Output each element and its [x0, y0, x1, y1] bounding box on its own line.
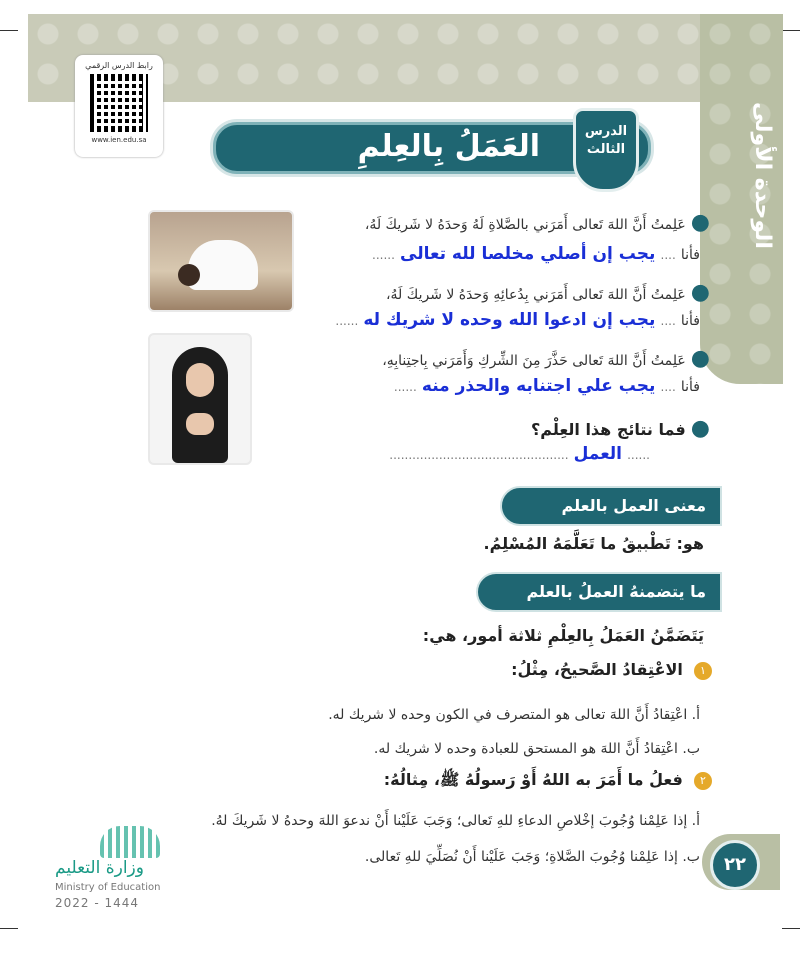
unit-title: الوحدة الأولى: [750, 101, 775, 249]
qr-card[interactable]: [75, 55, 163, 157]
item-prefix: فأنا: [680, 313, 700, 329]
section-definition: هو: تَطْبيقُ ما تَعَلَّمَهُ المُسْلِمُ.: [483, 534, 704, 553]
number-badge: ٢: [694, 772, 712, 790]
crop-mark: [782, 30, 800, 31]
number-badge: ١: [694, 662, 712, 680]
photo-praying-girl: [148, 333, 252, 465]
item-answer-line: فأنا .... يجب إن ادعوا الله وحده لا شريك له ......: [335, 310, 700, 330]
crop-mark: [0, 928, 18, 929]
question-answer: العمل: [573, 444, 623, 464]
item-answer: يجب إن أصلي مخلصا لله تعالى: [400, 244, 656, 264]
item-text: عَلِمتُ أَنَّ اللهَ تَعالى حَذَّرَ مِنَ الشِّركِ وَأَمَرَني بِاجتِنابِهِ،: [382, 353, 686, 369]
ministry-name-ar: وزارة التعليم: [55, 858, 144, 878]
question-answer-line: ...... العمل ...............................................: [389, 444, 650, 464]
item-text: عَلِمتُ أَنَّ اللهَ تَعالى أَمَرَني بالصَّلاةِ لَهُ وَحدَهُ لا شَريكَ لَهُ،: [364, 217, 686, 233]
item-prefix: فأنا: [680, 379, 700, 395]
item-answer-line: فأنا .... يجب علي اجتنابه والحذر منه ......: [393, 376, 700, 396]
section-intro: يَتَضَمَّنُ العَمَلُ بِالعِلْمِ ثلاثة أمور، هي:: [422, 626, 704, 645]
lesson-title: العَمَلُ بِالعِلمِ الشرعي: [357, 129, 540, 210]
ministry-logo-icon: [100, 826, 160, 858]
point2-a: أ. إذا عَلِمْنا وُجُوبَ إخْلاصِ الدعاءِ للهِ تَعالى؛ وَجَبَ عَلَيْنا أَنْ ندعوَ اللهَ وحدهُ لا شَريكَ لهُ.: [211, 813, 700, 829]
lesson-tag-line2: الثالث: [586, 142, 626, 157]
list-item: [300, 210, 710, 235]
qr-url[interactable]: www.ien.edu.sa: [91, 136, 147, 144]
question: [300, 416, 710, 441]
bullet-icon: ●: [690, 346, 710, 371]
crop-mark: [0, 30, 18, 31]
point-heading: [300, 660, 712, 680]
ministry-name-en: Ministry of Education: [55, 882, 161, 893]
item-answer: يجب علي اجتنابه والحذر منه: [421, 376, 656, 396]
item-answer: يجب إن ادعوا الله وحده لا شريك له: [363, 310, 656, 330]
question-text: فما نتائج هذا العِلْم؟: [530, 420, 686, 439]
list-item: [300, 280, 710, 305]
qr-label: رابط الدرس الرقمي: [85, 61, 153, 70]
point2-b: ب. إذا عَلِمْنا وُجُوبَ الصَّلاةِ؛ وَجَبَ عَلَيْنا أَنْ نُصَلِّيَ للهِ تَعالى.: [364, 849, 700, 865]
point-title: الاعْتِقادُ الصَّحيحُ، مِثْلُ:: [511, 660, 683, 679]
list-item: [300, 346, 710, 371]
crop-mark: [782, 928, 800, 929]
point1-a: أ. اعْتِقادُ أَنَّ اللهَ تعالى هو المتصرف في الكون وحده لا شريك له.: [328, 707, 700, 723]
photo-prostrating-boy: [148, 210, 294, 312]
item-prefix: فأنا: [680, 247, 700, 263]
edition-year: 2022 - 1444: [55, 896, 140, 910]
point1-b: ب. اعْتِقادُ أَنَّ اللهَ هو المستحق للعبادة وحده لا شريك له.: [373, 741, 700, 757]
item-answer-line: فأنا .... يجب إن أصلي مخلصا لله تعالى ......: [372, 244, 700, 264]
point-title: فعلُ ما أَمَرَ به اللهُ أَوْ رَسولُهُ ﷺ، مِثالُهُ:: [383, 770, 683, 789]
lesson-tag-line1: الدرس: [584, 124, 628, 139]
qr-code-icon[interactable]: [90, 74, 148, 132]
bullet-icon: ●: [690, 280, 710, 305]
page-number: ٢٢: [710, 840, 760, 890]
bullet-icon: ●: [690, 416, 710, 441]
lesson-tag: [573, 108, 639, 192]
point-heading: [300, 770, 712, 793]
section-heading-includes: ما يتضمنهُ العملُ بالعلم: [476, 572, 722, 612]
section-heading-meaning: معنى العمل بالعلم: [500, 486, 722, 526]
item-text: عَلِمتُ أَنَّ اللهَ تَعالى أَمَرَني بِدُعائِهِ وَحدَهُ لا شَريكَ لَهُ،: [386, 287, 686, 303]
bullet-icon: ●: [690, 210, 710, 235]
